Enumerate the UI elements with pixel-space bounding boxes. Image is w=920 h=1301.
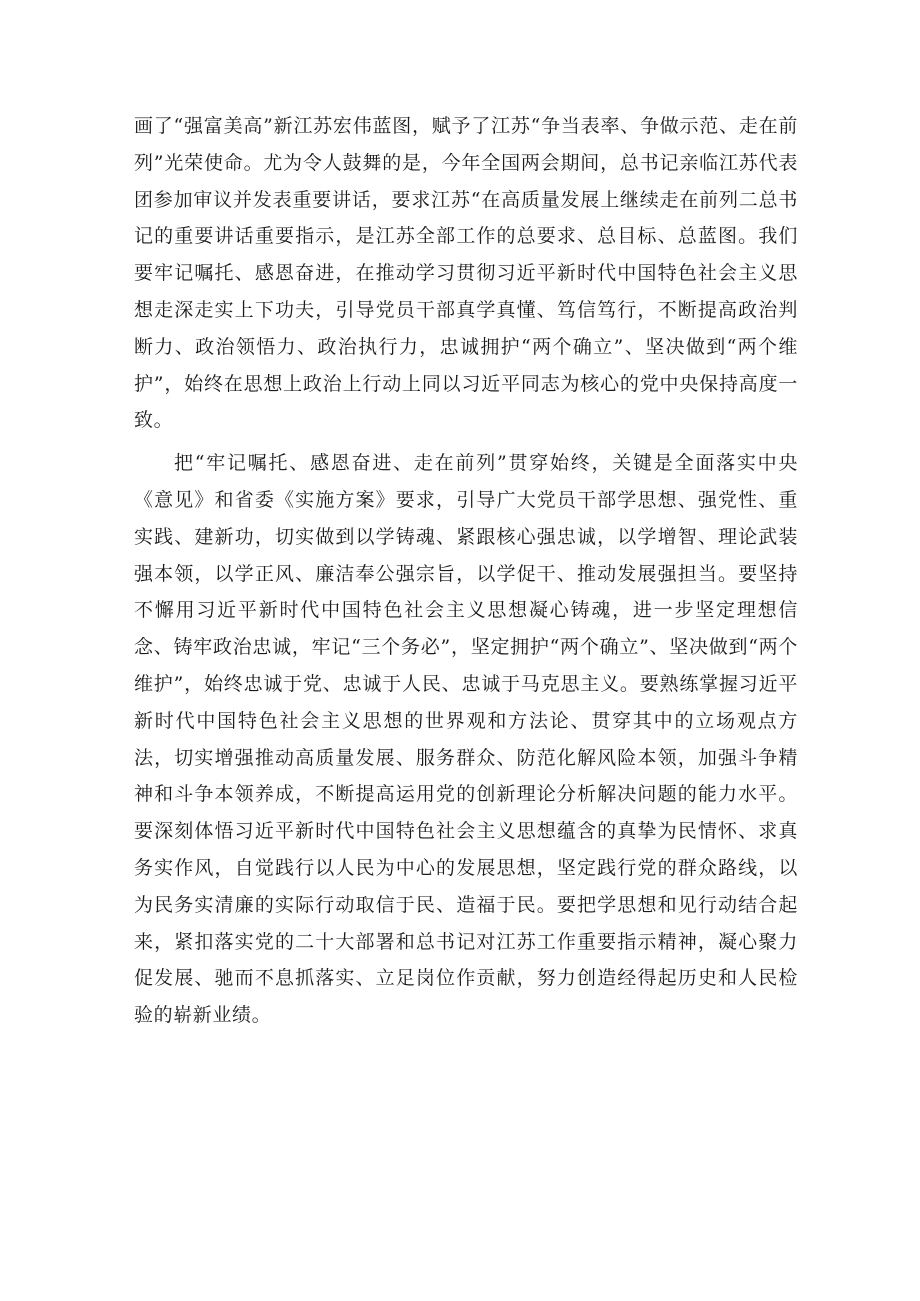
paragraph-continuation: 画了“强富美高”新江苏宏伟蓝图，赋予了江苏“争当表率、争做示范、走在前列”光荣使命。尤为令人鼓舞的是，今年全国两会期间，总书记亲临江苏代表团参加审议并发表重要讲话，要求江苏“在高质量发展上继续走在前列二总书记的重要讲话重要指示，是江苏全部工作的总要求、总目标、总蓝图。我们要牢记嘱托、感恩奋进，在推动学习贯彻习近平新时代中国特色社会主义思想走深走实上下功夫，引导党员干部真学真懂、笃信笃行，不断提高政治判断力、政治领悟力、政治执行力，忠诚拥护“两个确立”、坚决做到“两个维护”，始终在思想上政治上行动上同以习近平同志为核心的党中央保持高度一致。 xyxy=(134,115,798,432)
document-body xyxy=(134,108,798,1034)
paragraph: 把“牢记嘱托、感恩奋进、走在前列”贯穿始终，关键是全面落实中央《意见》和省委《实施方案》要求，引导广大党员干部学思想、强党性、重实践、建新功，切实做到以学铸魂、紧跟核心强忠诚，以学增智、理论武装强本领，以学正风、廉洁奉公强宗旨，以学促干、推动发展强担当。要坚持不懈用习近平新时代中国特色社会主义思想凝心铸魂，进一步坚定理想信念、铸牢政治忠诚，牢记“三个务必”，坚定拥护“两个确立”、坚决做到“两个维护”，始终忠诚于党、忠诚于人民、忠诚于马克思主义。要熟练掌握习近平新时代中国特色社会主义思想的世界观和方法论、贯穿其中的立场观点方法，切实增强推动高质量发展、服务群众、防范化解风险本领，加强斗争精神和斗争本领养成，不断提高运用党的创新理论分析解决问题的能力水平。要深刻体悟习近平新时代中国特色社会主义思想蕴含的真挚为民情怀、求真务实作风，自觉践行以人民为中心的发展思想，坚定践行党的群众路线，以为民务实清廉的实际行动取信于民、造福于民。要把学思想和见行动结合起来，紧扣落实党的二十大部署和总书记对江苏工作重要指示精神，凝心聚力促发展、驰而不息抓落实、立足岗位作贡献，努力创造经得起历史和人民检验的崭新业绩。 xyxy=(134,452,798,1027)
